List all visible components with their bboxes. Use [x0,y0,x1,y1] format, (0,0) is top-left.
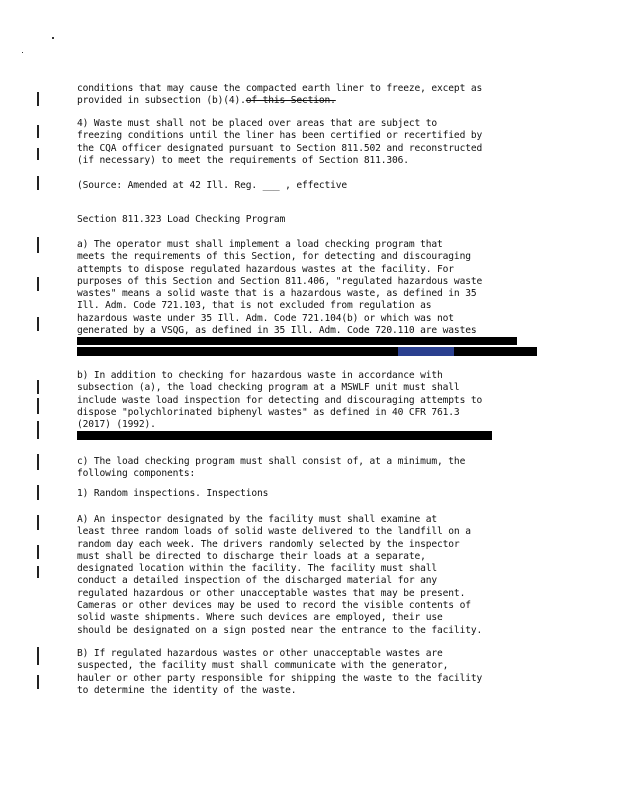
text-line: (2017) (1992). [77,419,156,431]
paragraph-b [77,370,542,431]
text-line: (if necessary) to meet the requirements of Section 811.306. [77,154,409,166]
scan-speck [52,37,54,39]
text-line: designated location within the facility. The facility must shall [77,563,438,575]
revision-bar [37,317,39,331]
text-line: subsection (a), the load checking program at a MSWLF unit must shall [77,382,460,394]
revision-bar [37,92,39,106]
revision-bar [37,277,39,291]
revision-bar [37,398,39,414]
text-line: b) In addition to checking for hazardous waste in accordance with [77,370,443,381]
paragraph-continuation [77,83,542,108]
text-line: suspected, the facility must shall communicate with the generator, [77,660,449,672]
text-line: conduct a detailed inspection of the discharged material for any [77,575,438,587]
text-line: random day each week. The drivers randomly selected by the inspector [77,538,460,550]
text-line: B) If regulated hazardous wastes or other unacceptable wastes are [77,648,443,659]
text-line [77,95,542,107]
text-line: regulated hazardous or other unacceptable wastes that may be present. [77,587,466,599]
text-line: include waste load inspection for detecting and discouraging attempts to [77,394,483,406]
revision-bar [37,515,39,530]
revision-bar [37,545,39,559]
paragraph-1 [77,488,542,500]
revision-bar [37,647,39,665]
text-line: hazardous waste under 35 Ill. Adm. Code 721.104(b) or which was not [77,312,454,324]
redaction-bar [398,347,454,356]
paragraph-4 [77,118,542,167]
text-line: should be designated on a sign posted near the entrance to the facility. [77,624,483,636]
revision-bar [37,421,39,439]
revision-bar [37,380,39,394]
text-line: to determine the identity of the waste. [77,684,297,696]
text-line: Section 811.323 Load Checking Program [77,214,286,225]
text-line: solid waste shipments. Where such devices are employed, their use [77,612,443,624]
redaction-bar [77,337,517,345]
revision-bar [37,675,39,689]
struck-text: of this Section. [245,95,336,107]
paragraph-A [77,514,542,637]
redaction-bar [77,431,492,440]
paragraph-B [77,648,542,697]
text-line: meets the requirements of this Section, for detecting and discouraging [77,251,471,263]
revision-bar [37,485,39,500]
text-line: must shall be directed to discharge their loads at a separate, [77,550,426,562]
revision-bar [37,125,39,138]
revision-bar [37,237,39,253]
text-line: following components: [77,468,196,480]
text-line: freezing conditions until the liner has been certified or recertified by [77,130,483,142]
revision-bar [37,176,39,190]
text-line: hauler or other party responsible for shipping the waste to the facility [77,672,483,684]
redaction-bar [77,347,537,356]
text-line: 4) Waste must shall not be placed over areas that are subject to [77,118,438,129]
text-line: Ill. Adm. Code 721.103, that is not excluded from regulation as [77,300,432,312]
text-line: 1) Random inspections. Inspections [77,488,269,499]
text-line: (Source: Amended at 42 Ill. Reg. ___ , effective [77,180,348,191]
paragraph-c [77,456,542,481]
text-line: c) The load checking program must shall consist of, at a minimum, the [77,456,466,467]
text-line: wastes" means a solid waste that is a hazardous waste, as defined in 35 [77,288,477,300]
text-line: A) An inspector designated by the facility must shall examine at [77,514,438,525]
revision-bar [37,566,39,578]
text-line: dispose "polychlorinated biphenyl wastes" as defined in 40 CFR 761.3 [77,406,460,418]
revision-bar [37,148,39,160]
source-note [77,180,542,192]
paragraph-a [77,239,542,337]
text-line: purposes of this Section and Section 811.406, "regulated hazardous waste [77,275,483,287]
text-line: the CQA officer designated pursuant to Section 811.502 and reconstructed [77,142,483,154]
scan-speck [22,52,23,53]
text-line: conditions that may cause the compacted earth liner to freeze, except as [77,83,483,94]
text-line: Cameras or other devices may be used to record the visible contents of [77,600,471,612]
text-line: least three random loads of solid waste delivered to the landfill on a [77,526,471,538]
text-line: attempts to dispose regulated hazardous wastes at the facility. For [77,263,454,275]
text-line-part: provided in subsection (b)(4). [77,95,246,107]
text-line: a) The operator must shall implement a load checking program that [77,239,443,250]
text-line: generated by a VSQG, as defined in 35 Ill. Adm. Code 720.110 are wastes [77,325,477,337]
section-heading [77,214,542,226]
revision-bar [37,454,39,470]
